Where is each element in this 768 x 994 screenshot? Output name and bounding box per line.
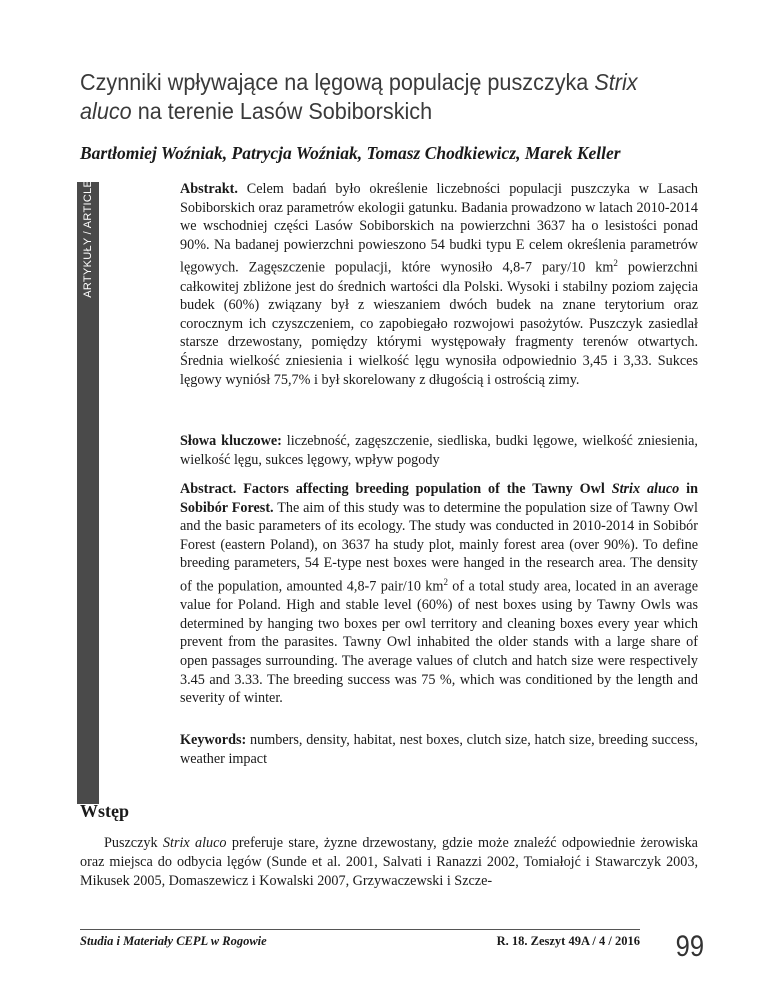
section-heading: Wstęp (80, 801, 129, 821)
footer-journal: Studia i Materiały CEPL w Rogowie (80, 934, 267, 948)
keywords-english: Keywords: numbers, density, habitat, nest boxes, clutch size, hatch size, breeding success, weather impact (180, 732, 698, 767)
keywords-pl-label: Słowa kluczowe: (180, 433, 282, 449)
title-species: Strix (594, 69, 638, 95)
article-title (80, 68, 682, 126)
keywords-en-label: Keywords: (180, 732, 247, 748)
intro-paragraph: Puszczyk Strix aluco preferuje stare, żyzne drzewostany, gdzie może znaleźć odpowiednie żerowiska oraz miejsca do odbycia lęgów (Sunde et al. 2001, Salvati i Ranazzi 2002, Tomiałojć i Stawarczyk 2003, Mikusek 2005, Domaszewicz i Kowalski 2007, Grzywaczewski i Szcze- (80, 835, 698, 889)
authors: Bartłomiej Woźniak, Patrycja Woźniak, Tomasz Chodkiewicz, Marek Keller (80, 143, 621, 163)
section-sidebar-label: ARTYKUŁY / ARTICLES (82, 172, 94, 298)
abstract-en-label: Abstract. Factors affecting breeding population of the Tawny Owl (180, 481, 612, 497)
title-text: Czynniki wpływające na lęgową populację puszczyka (80, 69, 595, 95)
footer-issue: R. 18. Zeszyt 49A / 4 / 2016 (496, 934, 640, 948)
abstract-polish: Abstrakt. Celem badań było określenie liczebności populacji puszczyka w Lasach Sobiborskich oraz parametrów ekologii gatunku. Badania prowadzono w latach 2010-2014 we wschodniej części Lasów Sobiborskich na powierzchni 3637 ha o lesistości ponad 90%. Na badanej powierzchni powieszono 54 budki typu E celem określenia parametrów lęgowych. Zagęszczenie populacji, które wynosiło 4,8-7 pary/10 $km^2$ powierzchni całkowitej zbliżone jest do średnich wartości dla Polski. Wysoki i stabilny poziom zajęcia budek (60%) związany był z wieszaniem dwóch budek na znane terytorium oraz corocznym ich czyszczeniem, co zapobiegało rozwojowi pasożytów. Puszczyk zasiedlał starsze drzewostany, pomiędzy którymi występowały fragmenty terenów otwartych. Średnia wielkość zniesienia i wielkość lęgu wynosiła odpowiednio 3,45 i 3,33. Sukces lęgowy wyniósł 75,7% i był skorelowany z długością i ostrością zimy. (180, 181, 698, 388)
abstract-english: Abstract. Factors affecting breeding population of the Tawny Owl Strix aluco in Sobibór Forest. The aim of this study was to determine the population size of Tawny Owl and the basic parameters of its ecology. The study was conducted in 2010-2014 in Sobibór Forest (eastern Poland), on 3637 ha study plot, mainly forest area (over 90%). To define breeding parameters, 54 E-type nest boxes were hanged in the research area. The density of the population, amounted 4,8-7 pair/10 $km^2$ of a total study area, located in an average value for Poland. High and stable level (60%) of nest boxes using by Tawny Owls was determined by hanging two boxes per owl territory and cleaning boxes every year which prevent from the parasites. Tawny Owl inhabited the older stands with a large share of open passages surrounding. The average values of clutch and hatch size were respectively 3.45 and 3.33. The breeding success was 75 %, which was conditioned by the length and severity of winter. (180, 481, 699, 707)
title-species-2: aluco (80, 98, 132, 124)
abstract-pl-label: Abstrakt. (180, 181, 238, 197)
page-number: 99 (675, 930, 704, 963)
title-text-2: na terenie Lasów Sobiborskich (131, 98, 433, 124)
keywords-polish: Słowa kluczowe: liczebność, zagęszczenie, siedliska, budki lęgowe, wielkość zniesienia, wielkość lęgu, sukces lęgowy, wpływ pogody (180, 433, 698, 468)
footer-divider (80, 929, 640, 930)
